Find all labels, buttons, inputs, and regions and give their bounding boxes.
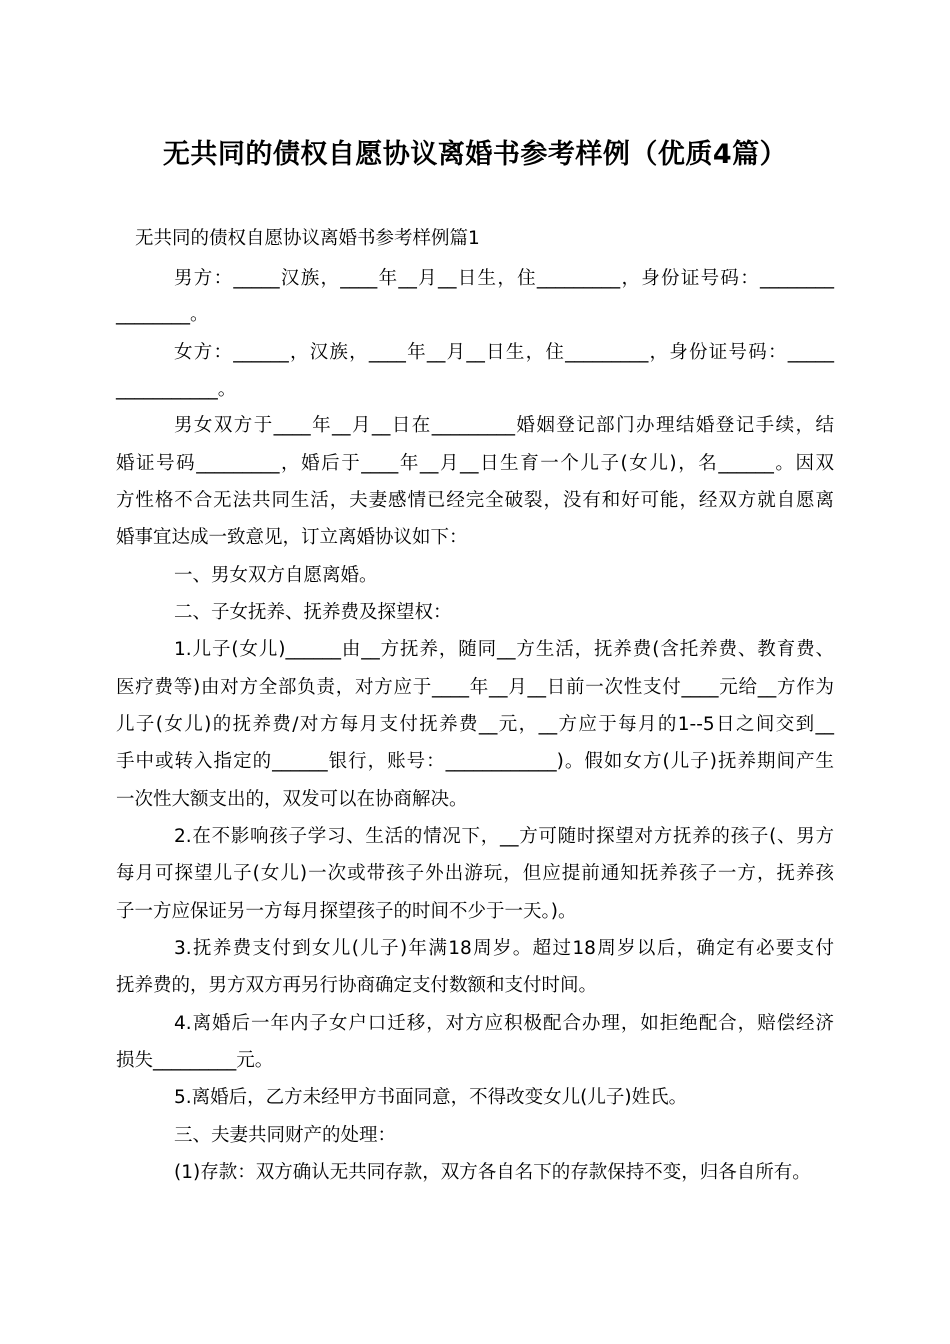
paragraph-line: 婚事宜达成一致意见，订立离婚协议如下： [116,527,468,548]
paragraph-line: 一次性大额支出的，双发可以在协商解决。 [116,789,468,810]
paragraph-line: 男方：_____汉族，____年__月__日生，住_________，身份证号码：________ [174,268,834,289]
paragraph-line: 5.离婚后，乙方未经甲方书面同意，不得改变女儿(儿子)姓氏。 [174,1087,688,1108]
paragraph-line: ___________。 [116,379,237,400]
paragraph-line: 子一方应保证另一方每月探望孩子的时间不少于一天。)。 [116,901,577,922]
paragraph-line: 医疗费等)由对方全部负责，对方应于____年__月__日前一次性支付____元给__方作为 [116,677,834,698]
paragraph-line: 1.儿子(女儿)______由__方抚养，随同__方生活，抚养费(含托养费、教育费、 [174,639,834,660]
paragraph-line: 方性格不合无法共同生活，夫妻感情已经完全破裂，没有和好可能，经双方就自愿离 [116,490,834,511]
paragraph-line: 损失_________元。 [116,1050,274,1071]
paragraph-line: 婚证号码_________，婚后于____年__月__日生育一个儿子(女儿)，名______。因双 [116,453,834,474]
clause-heading: 三、夫妻共同财产的处理： [174,1125,397,1146]
paragraph-line: 4.离婚后一年内子女户口迁移，对方应积极配合办理，如拒绝配合，赔偿经济 [174,1013,834,1034]
paragraph-line: 手中或转入指定的______银行，账号：____________)。假如女方(儿子)抚养期间产生 [116,751,834,772]
paragraph-line: ________。 [116,304,209,325]
section-heading: 无共同的债权自愿协议离婚书参考样例篇1 [135,228,480,249]
paragraph-line: 每月可探望儿子(女儿)一次或带孩子外出游玩，但应提前通知抚养孩子一方，抚养孩 [116,863,834,884]
paragraph-line: 女方：______，汉族，____年__月__日生，住_________，身份证号码：_____ [174,342,834,363]
paragraph-line: 抚养费的，男方双方再另行协商确定支付数额和支付时间。 [116,975,598,996]
paragraph-line: 男女双方于____年__月__日在_________婚姻登记部门办理结婚登记手续，结 [174,415,834,436]
paragraph-line: 3.抚养费支付到女儿(儿子)年满18周岁。超过18周岁以后，确定有必要支付 [174,938,834,959]
document-title: 无共同的债权自愿协议离婚书参考样例（优质4篇） [162,139,788,170]
clause-heading: 一、男女双方自愿离婚。 [174,565,378,586]
paragraph-line: 儿子(女儿)的抚养费/对方每月支付抚养费__元，__方应于每月的1--5日之间交到__ [116,714,834,735]
paragraph-line: (1)存款：双方确认无共同存款，双方各自名下的存款保持不变，归各自所有。 [174,1162,811,1183]
paragraph-line: 2.在不影响孩子学习、生活的情况下，__方可随时探望对方抚养的孩子(、男方 [174,826,834,847]
clause-heading: 二、子女抚养、抚养费及探望权： [174,602,452,623]
